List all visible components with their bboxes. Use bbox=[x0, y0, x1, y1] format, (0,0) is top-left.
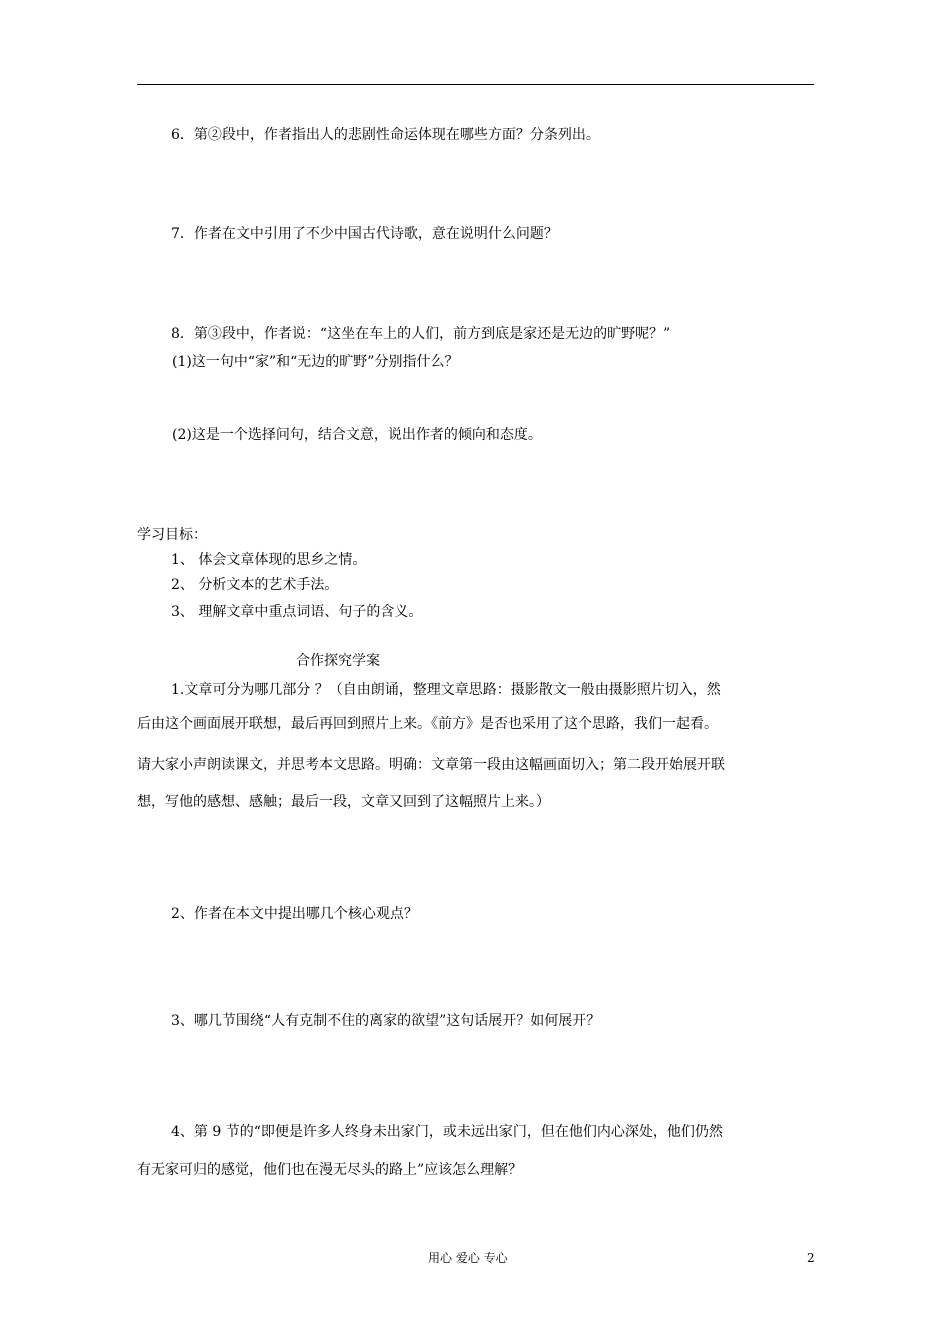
coop-question-2: 2、作者在本文中提出哪几个核心观点？ bbox=[171, 906, 418, 922]
coop-question-3: 3、哪几节围绕“人有克制不住的离家的欲望”这句话展开？如何展开？ bbox=[171, 1013, 601, 1029]
footer-motto: 用心 爱心 专心 bbox=[428, 1251, 508, 1265]
objective-item: 3、 理解文章中重点词语、句子的含义。 bbox=[171, 604, 423, 620]
objectives-heading: 学习目标： bbox=[137, 527, 207, 543]
coop-paragraph-1-line: 请大家小声朗读课文，并思考本文思路。明确：文章第一段由这幅画面切入；第二段开始展开联 bbox=[137, 757, 725, 773]
coop-question-4-line: 4、第 9 节的“即便是许多人终身未出家门，或未远出家门，但在他们内心深处，他们仍然 bbox=[171, 1124, 723, 1140]
coop-paragraph-1-line: 后由这个画面展开联想，最后再回到照片上来。《前方》是否也采用了这个思路，我们一起看。 bbox=[137, 716, 718, 732]
question-8-part-1: (1)这一句中“家”和“无边的旷野”分别指什么？ bbox=[172, 354, 459, 370]
question-8: 8．第③段中，作者说：“这坐在车上的人们，前方到底是家还是无边的旷野呢？” bbox=[171, 326, 671, 342]
coop-paragraph-1-line: 想，写他的感想、感触；最后一段，文章又回到了这幅照片上来。） bbox=[137, 794, 550, 810]
question-8-part-2: (2)这是一个选择问句，结合文意，说出作者的倾向和态度。 bbox=[172, 427, 542, 443]
objective-item: 1、 体会文章体现的思乡之情。 bbox=[171, 552, 367, 568]
objective-item: 2、 分析文本的艺术手法。 bbox=[171, 577, 339, 593]
page-number: 2 bbox=[807, 1251, 815, 1265]
header-rule bbox=[137, 84, 814, 85]
coop-question-4-line: 有无家可归的感觉，他们也在漫无尽头的路上”应该怎么理解？ bbox=[137, 1162, 523, 1178]
question-6: 6．第②段中，作者指出人的悲剧性命运体现在哪些方面？分条列出。 bbox=[171, 127, 600, 143]
coop-heading: 合作探究学案 bbox=[296, 653, 380, 669]
coop-paragraph-1-line: 1.文章可分为哪几部分 ？（自由朗诵，整理文章思路：摄影散文一般由摄影照片切入，然 bbox=[171, 682, 721, 698]
question-7: 7．作者在文中引用了不少中国古代诗歌，意在说明什么问题？ bbox=[171, 226, 558, 242]
